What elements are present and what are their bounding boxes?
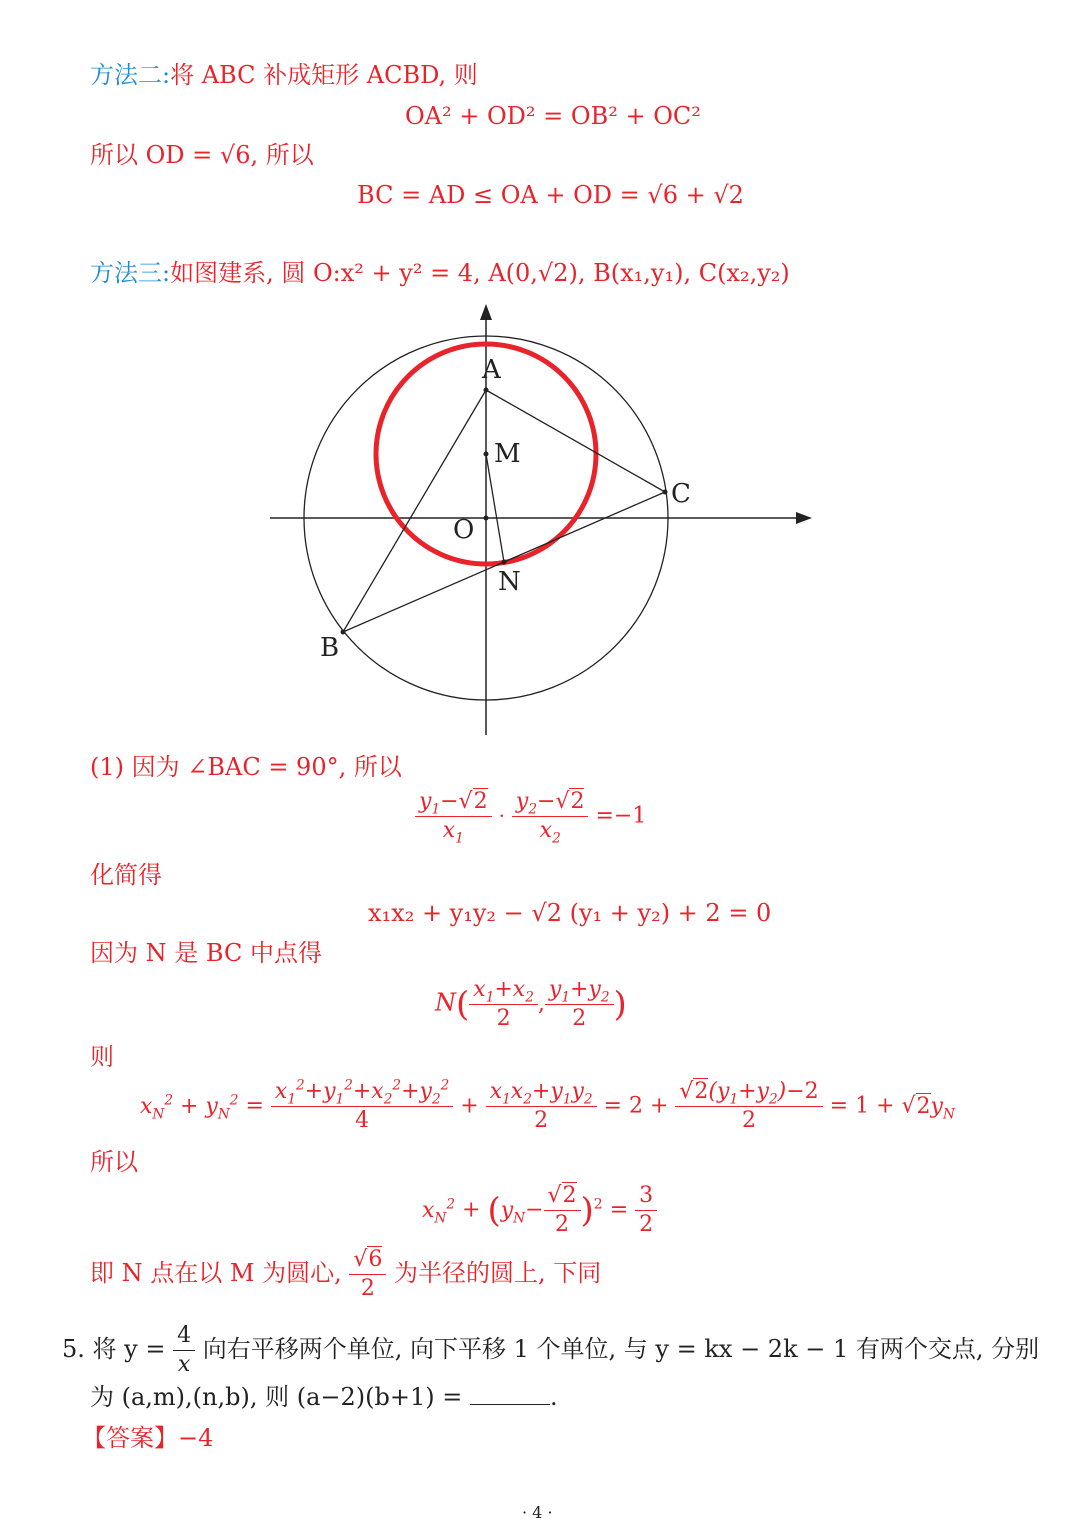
part1-eq1-rhs: =−1 xyxy=(595,803,647,829)
answer-value: −4 xyxy=(178,1424,214,1452)
part1-line2: 化简得 xyxy=(90,861,162,889)
part1-line5: 所以 xyxy=(90,1148,138,1176)
part1-line3: 因为 N 是 BC 中点得 xyxy=(90,939,322,967)
part1-eq4: $x_N^2 + y_N^2$ = $\frac{x_1^2+y_1^2+x_2^2+y_2^2}{4}$ + $\frac{x_1x_2+y_1y_2}{2}$ = 2 + $\frac{√2(y_1+y_2)-2}{2}$ = $1 + √2y_N$ xyxy=(140,1077,955,1134)
problem5-line2: 为 (a,m),(n,b), 则 (a−2)(b+1) = xyxy=(90,1383,463,1411)
point-m xyxy=(484,452,489,457)
answer-label: 【答案】 xyxy=(82,1424,178,1452)
method3-label: 方法三: xyxy=(90,259,171,287)
method2-line2: 所以 OD = √6, 所以 xyxy=(90,141,314,169)
method2-label: 方法二: xyxy=(90,61,171,89)
problem5-line2-end: . xyxy=(550,1383,558,1411)
problem5-line1-b: 向右平移两个单位, 向下平移 1 个单位, 与 y = kx − 2k − 1 有两个交点, 分别 xyxy=(202,1335,1040,1364)
point-c xyxy=(663,490,668,495)
part1-line6-b: 为半径的圆上, 下同 xyxy=(394,1259,602,1288)
point-n xyxy=(502,560,507,565)
problem5-line1-a: 将 y = xyxy=(92,1335,166,1364)
part1-eq2: x₁x₂ + y₁y₂ − √2 (y₁ + y₂) + 2 = 0 xyxy=(368,899,772,927)
part1-line6-a: 即 N 点在以 M 为圆心, xyxy=(90,1259,342,1288)
label-n: N xyxy=(498,567,521,597)
part1-line6: 即 N 点在以 M 为圆心, $\frac{√6}{2}$ 为半径的圆上, 下同 xyxy=(90,1247,602,1302)
method3-intro: 如图建系, 圆 O:x² + y² = 4, A(0,√2), B(x₁,y₁), C(x₂,y₂) xyxy=(170,259,790,287)
problem5-answer xyxy=(82,1423,213,1453)
point-a xyxy=(484,388,489,393)
label-o: O xyxy=(453,515,475,545)
y-axis-arrow xyxy=(480,304,492,320)
answer-blank xyxy=(470,1382,550,1405)
problem5-number: 5. xyxy=(62,1335,85,1364)
label-c: C xyxy=(671,479,691,509)
label-m: M xyxy=(494,439,521,469)
problem5-line2-row xyxy=(90,1382,558,1412)
segment-mn xyxy=(486,454,504,562)
method2-eq1: OA² + OD² = OB² + OC² xyxy=(405,102,701,130)
part1-line1: (1) 因为 ∠BAC = 90°, 所以 xyxy=(90,753,402,781)
segment-ab xyxy=(343,390,486,632)
label-a: A xyxy=(482,355,501,385)
label-b: B xyxy=(320,633,340,663)
page-number: · 4 · xyxy=(522,1503,553,1522)
method2-intro: 将 ABC 补成矩形 ACBD, 则 xyxy=(170,61,478,89)
problem5-line1: 5. 将 y = $\frac{4}{x}$ 向右平移两个单位, 向下平移 1 个单位, 与 y = kx − 2k − 1 有两个交点, 分别 xyxy=(62,1323,1040,1378)
part1-eq5: $x_N^2 + (y_N-$ $\frac{√2}{2}$ )$^2$ = $\frac{3}{2}$ xyxy=(422,1184,657,1237)
point-b xyxy=(341,630,346,635)
part1-eq1: $\frac{y_1-√2}{x_1}$ · $\frac{y_2-√2}{x_2}$ =−1 xyxy=(415,790,646,843)
method2-eq2: BC = AD ≤ OA + OD = √6 + √2 xyxy=(357,181,744,209)
part1-eq3: N( $\frac{x_1+x_2}{2}$ , $\frac{y_1+y_2}{2}$ ) xyxy=(435,977,627,1032)
part1-line4: 则 xyxy=(90,1043,114,1071)
geometry-figure xyxy=(0,0,1080,760)
point-o xyxy=(484,516,489,521)
x-axis-arrow xyxy=(796,512,812,524)
